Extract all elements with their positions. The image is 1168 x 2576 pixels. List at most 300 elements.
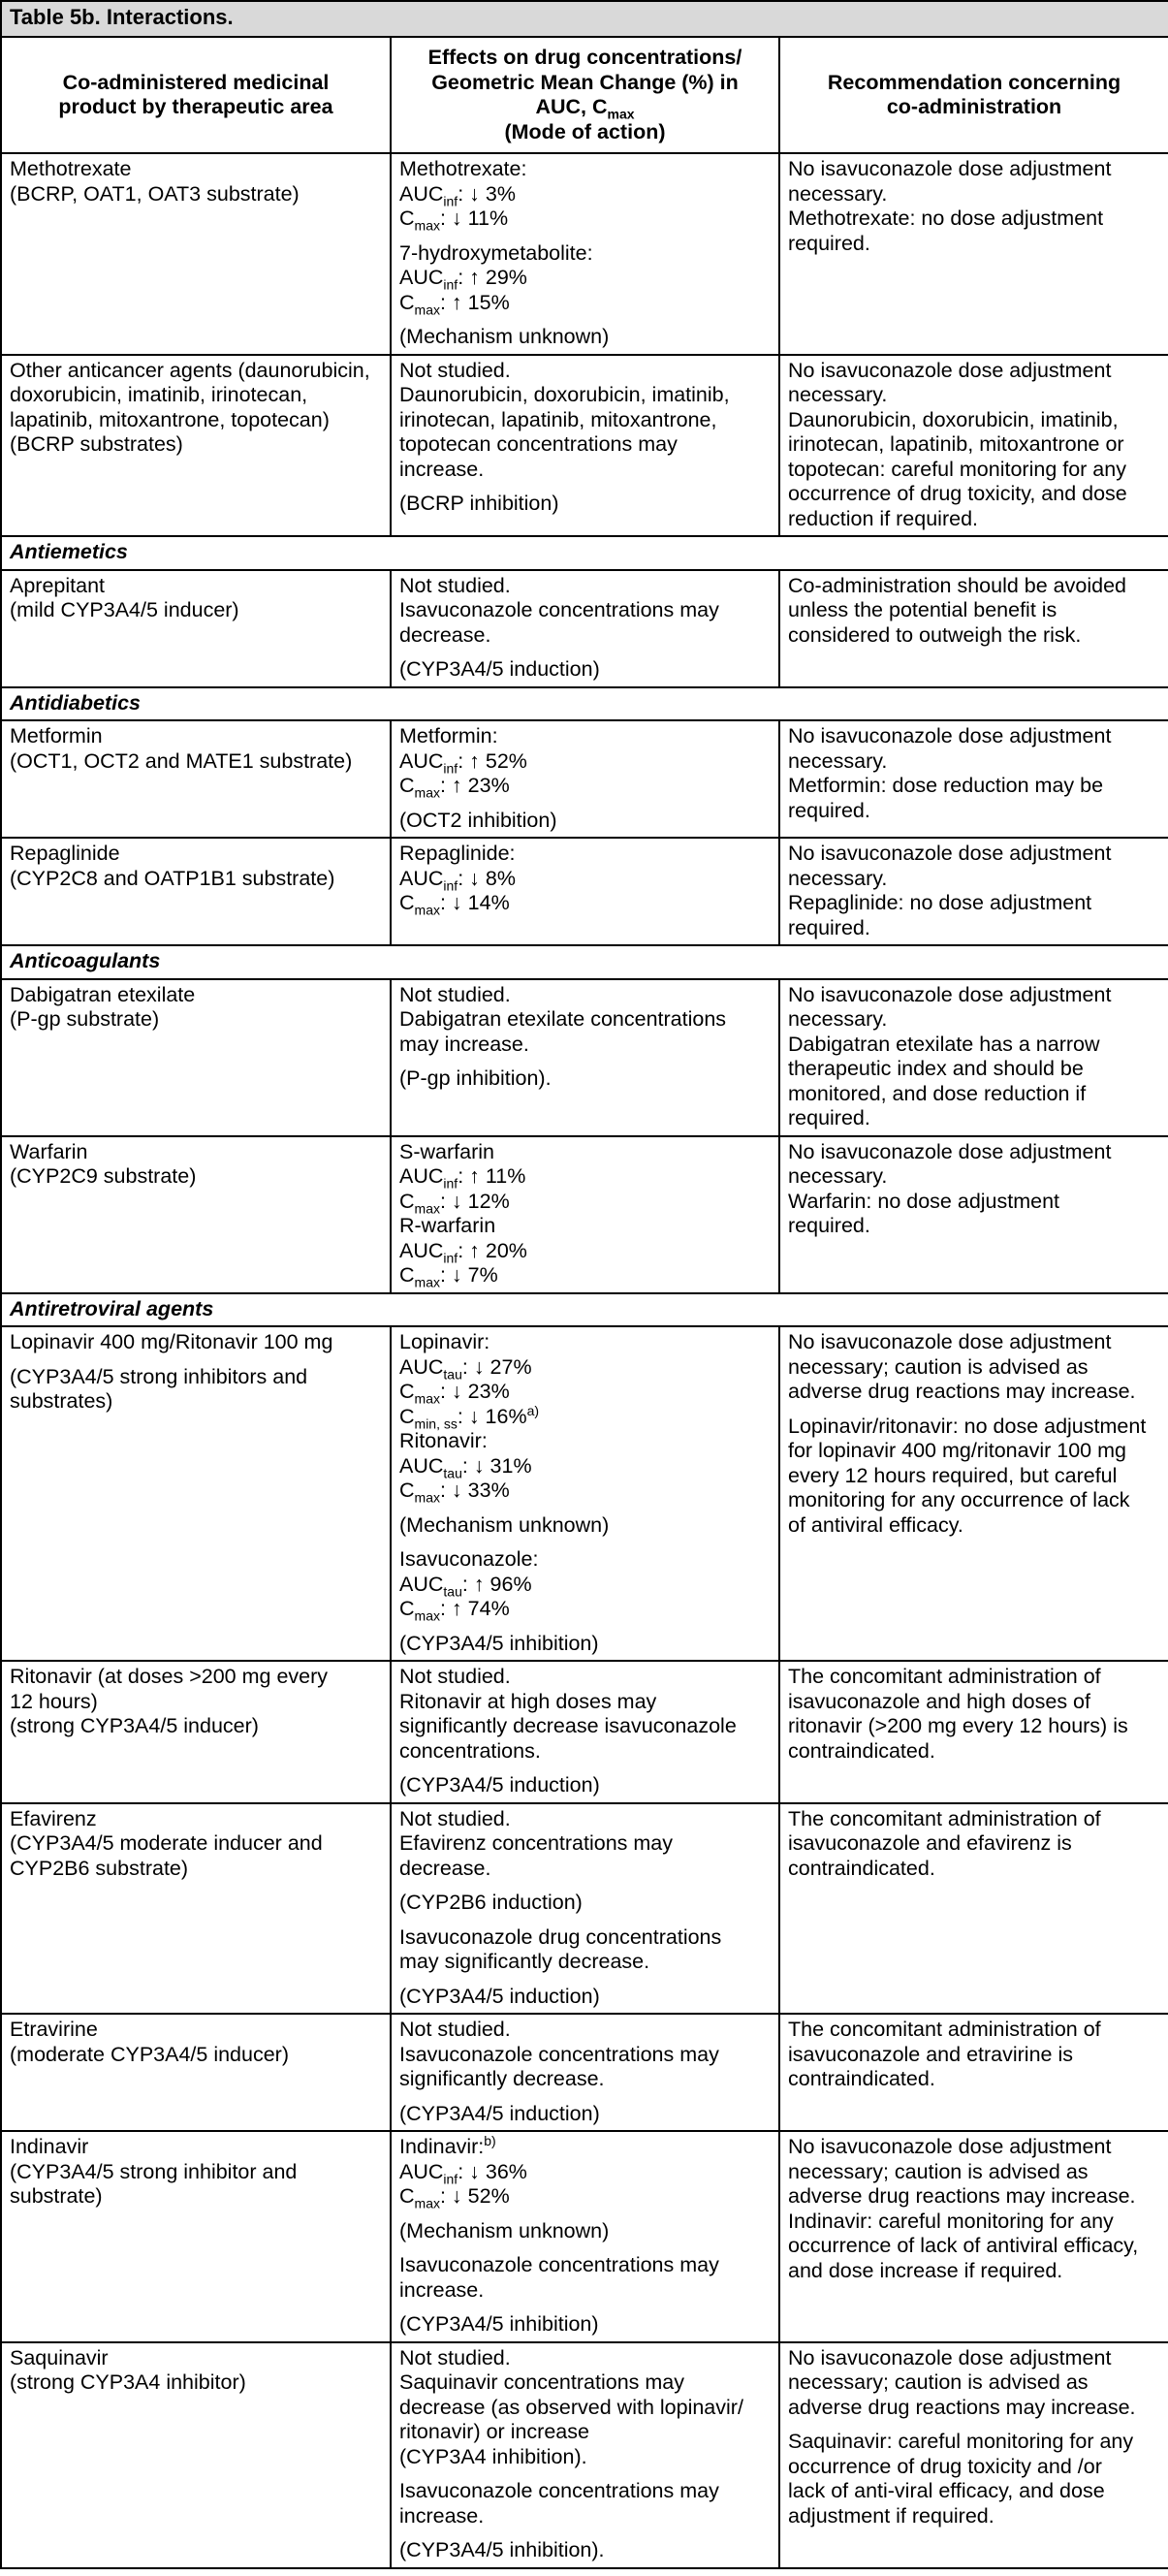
cell-text: : ↑ 11%	[458, 1164, 526, 1188]
cell-text: Indinavir	[10, 2135, 89, 2158]
table-row	[1, 2342, 1168, 2568]
cell-text: C	[399, 1263, 415, 1287]
cell-text: : ↓ 23%	[439, 1380, 510, 1403]
cell-text: No isavuconazole dose adjustment	[788, 358, 1112, 382]
cell-text: (CYP3A4/5 inhibition)	[399, 1631, 599, 1655]
cell-text: increase.	[399, 457, 485, 481]
product-cell	[1, 1661, 391, 1803]
cell-text: R-warfarin	[399, 1214, 496, 1237]
cell-text: considered to outweigh the risk.	[788, 622, 1082, 647]
table-row	[1, 2131, 1168, 2342]
cell-text: C	[399, 1479, 415, 1502]
effect-cell	[391, 570, 779, 687]
header-text: (Mode of action)	[504, 119, 666, 143]
table-header-row	[1, 37, 1168, 153]
cell-text: : ↑ 23%	[439, 774, 510, 797]
cell-text: (CYP3A4/5 moderate inducer and	[10, 1831, 323, 1855]
header-recommendation	[779, 37, 1168, 153]
effect-cell	[391, 720, 779, 838]
cell-text: : ↓ 11%	[439, 207, 509, 230]
cell-text: : ↓ 7%	[439, 1263, 498, 1287]
header-product	[1, 37, 391, 153]
recommendation-cell	[779, 2342, 1168, 2568]
table-caption-row	[1, 1, 1168, 37]
table-row	[1, 2014, 1168, 2131]
cell-text	[399, 1355, 771, 1381]
effect-cell	[391, 1136, 779, 1293]
cell-text: max	[414, 301, 440, 317]
cell-text: substrate)	[10, 2184, 103, 2208]
cell-text: required.	[788, 231, 870, 255]
cell-text: Repaglinide	[10, 842, 120, 865]
table-row	[1, 570, 1168, 687]
cell-text: No isavuconazole dose adjustment	[788, 2345, 1112, 2369]
cell-text	[399, 1479, 771, 1504]
cell-text: and dose increase if required.	[788, 2258, 1063, 2282]
cell-text: necessary.	[788, 1164, 888, 1188]
table-row	[1, 1661, 1168, 1803]
cell-text: Etravirine	[10, 2018, 98, 2041]
cell-text: No isavuconazole dose adjustment	[788, 157, 1112, 180]
cell-text: C	[399, 1380, 415, 1403]
cell-text: decrease.	[399, 1856, 491, 1880]
section-row	[1, 945, 1168, 979]
cell-text	[399, 2184, 771, 2210]
cell-text: Metformin	[10, 724, 103, 747]
cell-text: The concomitant administration of	[788, 1665, 1101, 1688]
cell-text: No isavuconazole dose adjustment	[788, 724, 1112, 747]
table-row	[1, 1803, 1168, 2015]
cell-text: No isavuconazole dose adjustment	[788, 842, 1112, 865]
cell-text: (CYP3A4/5 strong inhibitor and	[10, 2159, 298, 2183]
table-row	[1, 720, 1168, 838]
cell-text: Isavuconazole concentrations may	[399, 2042, 719, 2066]
cell-text: b)	[484, 2132, 496, 2148]
recommendation-cell	[779, 1136, 1168, 1293]
cell-text: S-warfarin	[399, 1139, 494, 1163]
cell-text: C	[399, 1597, 415, 1620]
cell-text: : ↓ 12%	[439, 1189, 510, 1213]
cell-text: max	[414, 902, 440, 918]
cell-text: Efavirenz	[10, 1806, 97, 1830]
cell-text: (CYP2B6 induction)	[399, 1891, 583, 1914]
cell-text: Not studied.	[399, 573, 511, 597]
product-cell	[1, 153, 391, 355]
cell-text: isavuconazole and high doses of	[788, 1689, 1090, 1713]
cell-text: adverse drug reactions may increase.	[788, 2184, 1136, 2208]
cell-text: max	[414, 784, 440, 801]
header-text: Effects on drug concentrations/	[427, 46, 742, 69]
cell-text: Lopinavir:	[399, 1330, 490, 1353]
cell-text: of antiviral efficacy.	[788, 1512, 963, 1537]
cell-text: reduction if required.	[788, 506, 978, 530]
cell-text: (CYP3A4/5 induction)	[399, 657, 600, 681]
table-row	[1, 153, 1168, 355]
cell-text: necessary.	[788, 383, 888, 406]
effect-cell	[391, 2131, 779, 2342]
effect-cell	[391, 153, 779, 355]
cell-text: C	[399, 207, 415, 230]
table-caption: Table 5b. Interactions.	[1, 1, 1168, 37]
product-cell	[1, 720, 391, 838]
cell-text: : ↑ 15%	[439, 290, 510, 314]
cell-text: (CYP3A4/5 induction)	[399, 1984, 600, 2008]
table-row	[1, 838, 1168, 945]
cell-text: tau	[443, 1464, 462, 1480]
cell-text: may increase.	[399, 1032, 529, 1056]
cell-text: : ↓ 3%	[458, 181, 516, 206]
cell-text: (P-gp substrate)	[10, 1007, 160, 1031]
cell-text: necessary.	[788, 1007, 888, 1031]
cell-text	[399, 1239, 771, 1264]
cell-text: Isavuconazole concentrations may	[399, 598, 719, 621]
cell-text: Isavuconazole concentrations may	[399, 2479, 719, 2502]
cell-text: necessary.	[788, 181, 888, 206]
product-cell	[1, 1136, 391, 1293]
cell-text: for lopinavir 400 mg/ritonavir 100 mg	[788, 1439, 1126, 1462]
cell-text: occurrence of drug toxicity, and dose	[788, 482, 1127, 505]
cell-text: topotecan: careful monitoring for any	[788, 457, 1126, 481]
cell-text: (BCRP substrates)	[10, 432, 183, 456]
product-cell	[1, 570, 391, 687]
cell-text: (CYP3A4/5 induction)	[399, 1773, 600, 1797]
cell-text: Saquinavir: careful monitoring for any	[788, 2430, 1134, 2453]
cell-text: (Mechanism unknown)	[399, 1512, 610, 1537]
cell-text: inf	[443, 1249, 458, 1265]
cell-text: No isavuconazole dose adjustment	[788, 1139, 1112, 1163]
cell-text: Warfarin: no dose adjustment	[788, 1189, 1060, 1213]
cell-text: 7-hydroxymetabolite:	[399, 240, 593, 265]
cell-text: topotecan concentrations may	[399, 432, 678, 456]
cell-text: AUC	[399, 866, 444, 890]
cell-text: (CYP3A4/5 inhibition).	[399, 2538, 605, 2561]
cell-text: : ↓ 27%	[461, 1354, 532, 1379]
cell-text: inf	[443, 759, 458, 776]
cell-text: (Mechanism unknown)	[399, 2218, 610, 2242]
cell-text	[399, 1190, 771, 1215]
header-text: Recommendation concerning	[827, 70, 1121, 94]
cell-text: (CYP3A4/5 induction)	[399, 2101, 600, 2125]
cell-text	[399, 1454, 771, 1479]
cell-text: Ritonavir:	[399, 1429, 488, 1452]
header-text	[399, 95, 771, 120]
cell-text: AUC	[399, 2159, 444, 2183]
cell-text: ritonavir (>200 mg every 12 hours) is	[788, 1714, 1128, 1737]
product-cell	[1, 1326, 391, 1661]
cell-text: Isavuconazole concentrations may	[399, 2253, 719, 2276]
cell-text: unless the potential benefit is	[788, 598, 1058, 621]
cell-text: Indinavir:	[399, 2135, 485, 2158]
cell-text: (CYP2C8 and OATP1B1 substrate)	[10, 866, 335, 890]
cell-text: CYP2B6 substrate)	[10, 1856, 189, 1880]
product-cell	[1, 1803, 391, 2015]
cell-text	[399, 182, 771, 207]
cell-text: contraindicated.	[788, 1738, 935, 1763]
cell-text	[399, 266, 771, 291]
cell-text: (P-gp inhibition).	[399, 1066, 552, 1090]
cell-text: Saquinavir concentrations may	[399, 2370, 684, 2394]
recommendation-cell	[779, 570, 1168, 687]
cell-text: : ↑ 20%	[458, 1238, 527, 1262]
cell-text: C	[399, 1189, 415, 1213]
cell-text: Isavuconazole:	[399, 1547, 539, 1571]
cell-text: Dabigatran etexilate	[10, 982, 196, 1006]
table-row	[1, 355, 1168, 537]
recommendation-cell	[779, 153, 1168, 355]
cell-text: contraindicated.	[788, 1856, 935, 1880]
cell-text: adverse drug reactions may increase.	[788, 1380, 1136, 1403]
cell-text: AUC	[399, 181, 444, 206]
cell-text: max	[607, 106, 635, 122]
cell-text: decrease.	[399, 622, 491, 647]
cell-text: (OCT1, OCT2 and MATE1 substrate)	[10, 748, 353, 773]
cell-text: max	[414, 1489, 440, 1506]
cell-text: necessary; caution is advised as	[788, 2370, 1089, 2394]
section-heading: Antiretroviral agents	[1, 1293, 1168, 1327]
product-cell	[1, 2342, 391, 2568]
cell-text: Other anticancer agents (daunorubicin,	[10, 358, 370, 382]
cell-text: significantly decrease isavuconazole	[399, 1714, 737, 1737]
cell-text: : ↓ 8%	[458, 866, 516, 890]
cell-text: Ritonavir at high doses may	[399, 1689, 657, 1713]
cell-text: AUC	[399, 266, 444, 289]
cell-text	[399, 1573, 771, 1598]
cell-text: (BCRP inhibition)	[399, 492, 559, 515]
cell-text	[399, 1402, 771, 1431]
cell-text: inf	[443, 876, 458, 893]
cell-text: a)	[526, 1402, 540, 1418]
cell-text: (CYP2C9 substrate)	[10, 1164, 197, 1188]
cell-text: The concomitant administration of	[788, 2018, 1101, 2041]
cell-text: necessary; caution is advised as	[788, 1354, 1089, 1379]
cell-text: Repaglinide:	[399, 842, 516, 865]
cell-text: : ↑ 52%	[458, 748, 527, 773]
cell-text: 12 hours)	[10, 1689, 98, 1713]
section-row	[1, 1293, 1168, 1327]
cell-text: Not studied.	[399, 982, 511, 1006]
effect-cell	[391, 2014, 779, 2131]
cell-text: Daunorubicin, doxorubicin, imatinib,	[399, 383, 730, 406]
cell-text: Lopinavir 400 mg/Ritonavir 100 mg	[10, 1330, 333, 1353]
cell-text: Co-administration should be avoided	[788, 573, 1126, 597]
table-row	[1, 1136, 1168, 1293]
cell-text: inf	[443, 192, 458, 208]
cell-text: necessary.	[788, 866, 888, 890]
cell-text: No isavuconazole dose adjustment	[788, 982, 1112, 1006]
recommendation-cell	[779, 2131, 1168, 2342]
cell-text: (strong CYP3A4/5 inducer)	[10, 1714, 259, 1737]
cell-text: Dabigatran etexilate has a narrow	[788, 1032, 1100, 1056]
header-effects	[391, 37, 779, 153]
recommendation-cell	[779, 1803, 1168, 2015]
cell-text: Repaglinide: no dose adjustment	[788, 891, 1092, 914]
header-text: product by therapeutic area	[58, 95, 333, 118]
cell-text: AUC	[399, 1572, 444, 1596]
cell-text: Saquinavir	[10, 2345, 109, 2369]
cell-text: : ↓ 31%	[461, 1453, 532, 1478]
recommendation-cell	[779, 1661, 1168, 1803]
cell-text: necessary; caution is advised as	[788, 2159, 1089, 2183]
section-heading: Anticoagulants	[1, 945, 1168, 979]
cell-text: required.	[788, 1106, 870, 1129]
cell-text: increase.	[399, 2277, 485, 2302]
cell-text: Metformin:	[399, 724, 498, 747]
cell-text: : ↑ 74%	[439, 1597, 510, 1620]
cell-text: (CYP3A4/5 strong inhibitors and	[10, 1364, 308, 1388]
cell-text	[399, 291, 771, 316]
cell-text: lack of anti-viral efficacy, and dose	[788, 2479, 1105, 2502]
cell-text: Not studied.	[399, 358, 511, 382]
cell-text: irinotecan, lapatinib, mitoxantrone or	[788, 432, 1124, 456]
effect-cell	[391, 355, 779, 537]
cell-text: increase.	[399, 2503, 485, 2528]
cell-text	[399, 774, 771, 799]
cell-text: Warfarin	[10, 1139, 88, 1163]
cell-text: tau	[443, 1365, 462, 1382]
cell-text: monitoring for any occurrence of lack	[788, 1488, 1130, 1511]
cell-text: required.	[788, 798, 870, 822]
effect-cell	[391, 1661, 779, 1803]
cell-text: min, ss	[414, 1415, 458, 1431]
cell-text: isavuconazole and efavirenz is	[788, 1831, 1072, 1855]
product-cell	[1, 838, 391, 945]
cell-text: inf	[443, 2170, 458, 2186]
cell-text: Lopinavir/ritonavir: no dose adjustment	[788, 1414, 1147, 1438]
cell-text: : ↑ 29%	[458, 266, 527, 289]
section-heading: Antidiabetics	[1, 687, 1168, 721]
cell-text: monitored, and dose reduction if	[788, 1081, 1087, 1105]
header-text: Geometric Mean Change (%) in	[431, 70, 739, 94]
cell-text: The concomitant administration of	[788, 1806, 1101, 1830]
cell-text: (OCT2 inhibition)	[399, 808, 557, 832]
cell-text: adjustment if required.	[788, 2503, 994, 2528]
cell-text: Not studied.	[399, 2018, 511, 2041]
cell-text: required.	[788, 915, 870, 939]
cell-text: Isavuconazole drug concentrations	[399, 1924, 722, 1949]
product-cell	[1, 355, 391, 537]
cell-text: Aprepitant	[10, 573, 106, 597]
cell-text: C	[399, 2184, 415, 2208]
cell-text: (CYP3A4 inhibition).	[399, 2444, 587, 2468]
cell-text: isavuconazole and etravirine is	[788, 2042, 1073, 2066]
cell-text: Ritonavir (at doses >200 mg every	[10, 1665, 329, 1688]
cell-text: Methotrexate: no dose adjustment	[788, 207, 1104, 230]
recommendation-cell	[779, 355, 1168, 537]
cell-text: therapeutic index and should be	[788, 1057, 1084, 1080]
cell-text: Methotrexate:	[399, 157, 527, 180]
cell-text: significantly decrease.	[399, 2067, 605, 2090]
cell-text: max	[414, 1607, 440, 1624]
cell-text: max	[414, 2195, 440, 2211]
header-text: Co-administered medicinal	[62, 70, 330, 94]
cell-text	[399, 867, 771, 892]
cell-text: : ↓ 16%	[457, 1404, 527, 1428]
cell-text: decrease (as observed with lopinavir/	[399, 2395, 743, 2419]
cell-text: Dabigatran etexilate concentrations	[399, 1007, 727, 1031]
table-row	[1, 1326, 1168, 1661]
cell-text: AUC	[399, 1164, 444, 1188]
cell-text: Metformin: dose reduction may be	[788, 774, 1104, 797]
cell-text: Not studied.	[399, 1806, 511, 1830]
cell-text: AUC	[399, 748, 444, 773]
cell-text: tau	[443, 1582, 462, 1599]
cell-text: C	[399, 290, 415, 314]
recommendation-cell	[779, 979, 1168, 1136]
effect-cell	[391, 1326, 779, 1661]
cell-text: : ↓ 36%	[458, 2159, 527, 2183]
section-heading: Antiemetics	[1, 536, 1168, 570]
recommendation-cell	[779, 720, 1168, 838]
cell-text: (mild CYP3A4/5 inducer)	[10, 598, 239, 621]
product-cell	[1, 2014, 391, 2131]
product-cell	[1, 2131, 391, 2342]
cell-text: : ↓ 14%	[439, 891, 510, 914]
cell-text	[399, 2160, 771, 2185]
cell-text: AUC	[399, 1238, 444, 1262]
cell-text: (Mechanism unknown)	[399, 325, 610, 348]
cell-text: C	[399, 891, 415, 914]
cell-text: Indinavir: careful monitoring for any	[788, 2209, 1114, 2233]
cell-text: may significantly decrease.	[399, 1950, 650, 1973]
cell-text: (moderate CYP3A4/5 inducer)	[10, 2042, 290, 2066]
cell-text: No isavuconazole dose adjustment	[788, 2135, 1112, 2158]
cell-text	[399, 891, 771, 916]
cell-text: lapatinib, mitoxantrone, topotecan)	[10, 407, 330, 431]
cell-text: : ↓ 52%	[439, 2184, 510, 2208]
cell-text: max	[414, 217, 440, 234]
cell-text: (CYP3A4/5 inhibition)	[399, 2312, 599, 2336]
effect-cell	[391, 838, 779, 945]
cell-text: doxorubicin, imatinib, irinotecan,	[10, 383, 308, 406]
cell-text: inf	[443, 1175, 458, 1192]
cell-text: C	[399, 774, 415, 797]
cell-text: required.	[788, 1214, 870, 1237]
cell-text: inf	[443, 276, 458, 293]
cell-text: irinotecan, lapatinib, mitoxantrone,	[399, 407, 717, 431]
cell-text: max	[414, 1390, 440, 1407]
cell-text: concentrations.	[399, 1738, 541, 1763]
effect-cell	[391, 2342, 779, 2568]
cell-text	[399, 2132, 771, 2160]
product-cell	[1, 979, 391, 1136]
effect-cell	[391, 1803, 779, 2015]
cell-text: AUC	[399, 1354, 444, 1379]
table-row	[1, 979, 1168, 1136]
cell-text: Daunorubicin, doxorubicin, imatinib,	[788, 407, 1119, 431]
cell-text	[399, 1597, 771, 1622]
cell-text: Methotrexate	[10, 157, 132, 180]
section-row	[1, 536, 1168, 570]
cell-text: (BCRP, OAT1, OAT3 substrate)	[10, 181, 300, 206]
cell-text: No isavuconazole dose adjustment	[788, 1330, 1112, 1353]
cell-text: C	[399, 1404, 415, 1428]
cell-text: every 12 hours required, but careful	[788, 1463, 1118, 1487]
cell-text: max	[414, 1274, 440, 1290]
header-text: co-administration	[886, 95, 1062, 118]
cell-text: Efavirenz concentrations may	[399, 1831, 674, 1855]
recommendation-cell	[779, 838, 1168, 945]
cell-text	[399, 1263, 771, 1288]
cell-text: contraindicated.	[788, 2067, 935, 2090]
cell-text: AUC, C	[535, 95, 608, 118]
cell-text: AUC	[399, 1453, 444, 1478]
cell-text: Not studied.	[399, 1665, 511, 1688]
cell-text	[399, 207, 771, 232]
cell-text: : ↑ 96%	[461, 1572, 532, 1596]
cell-text: substrates)	[10, 1389, 113, 1413]
cell-text: ritonavir) or increase	[399, 2420, 589, 2443]
cell-text	[399, 1164, 771, 1190]
